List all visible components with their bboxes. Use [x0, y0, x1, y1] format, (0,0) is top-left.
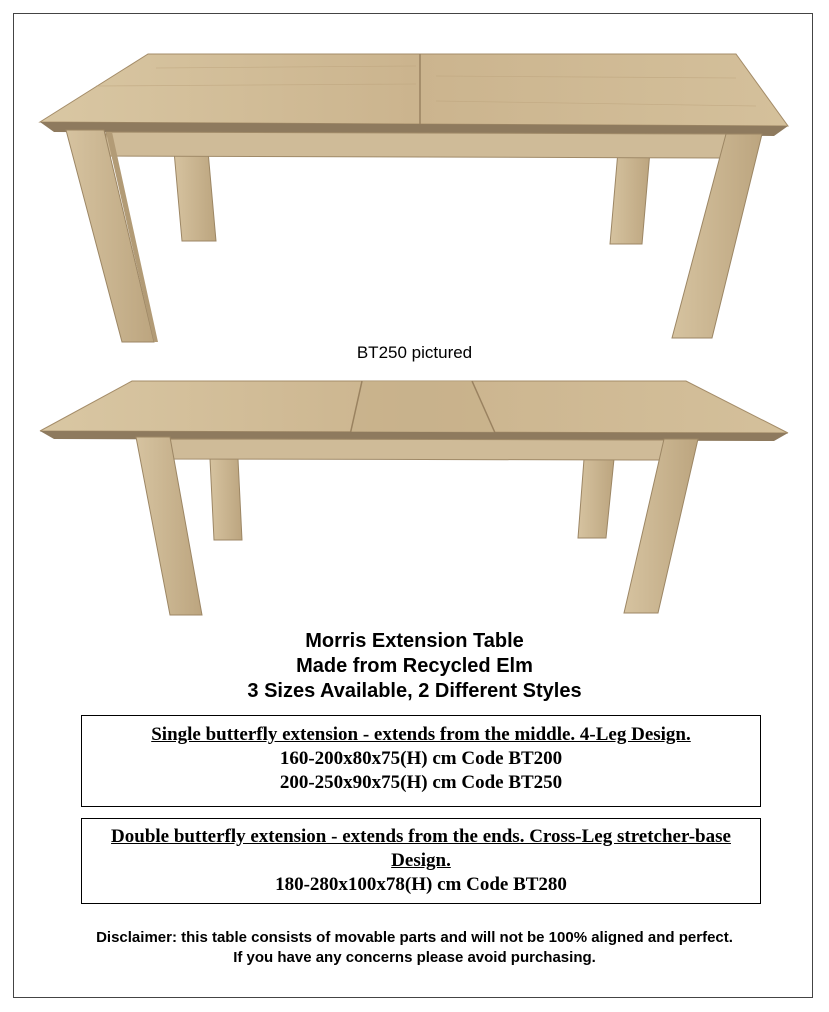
disclaimer	[0, 928, 829, 968]
table-photo-extended	[36, 375, 792, 620]
style-double-heading: Double butterfly extension - extends from the ends. Cross-Leg stretcher-base Design.	[111, 826, 731, 871]
size-bt280: 180-280x100x78(H) cm Code BT280	[275, 874, 567, 895]
size-bt250: 200-250x90x75(H) cm Code BT250	[279, 772, 563, 793]
disclaimer-line-1: Disclaimer: this table consists of movable parts and will not be 100% aligned and perfect.	[96, 929, 733, 946]
disclaimer-line-2: If you have any concerns please avoid purchasing.	[233, 949, 596, 966]
style-double-butterfly-box	[81, 818, 761, 904]
table-photo-collapsed	[36, 46, 792, 346]
title-line-1: Morris Extension Table	[305, 630, 524, 652]
size-bt200: 160-200x80x75(H) cm Code BT200	[279, 748, 563, 769]
product-title	[0, 629, 829, 704]
title-line-2: Made from Recycled Elm	[296, 655, 533, 677]
title-line-3: 3 Sizes Available, 2 Different Styles	[247, 680, 582, 702]
style-single-butterfly-box	[81, 715, 761, 807]
style-single-heading: Single butterfly extension - extends from the middle. 4-Leg Design.	[151, 724, 691, 745]
pictured-caption: BT250 pictured	[356, 343, 473, 362]
